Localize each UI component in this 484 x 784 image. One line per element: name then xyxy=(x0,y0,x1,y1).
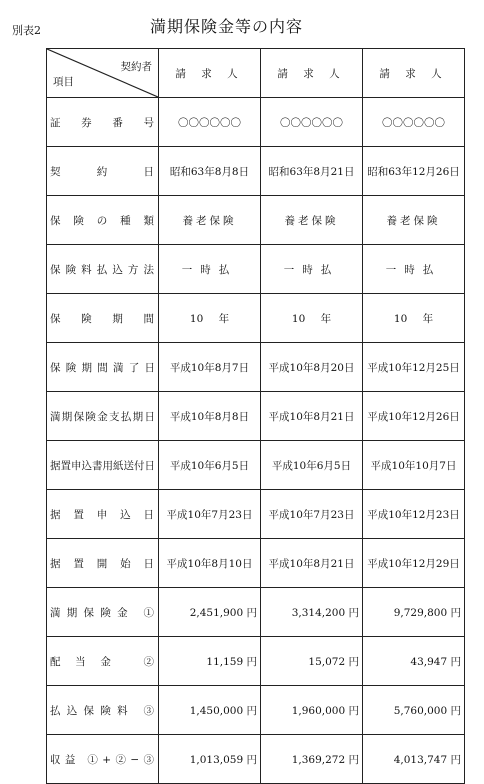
table-row xyxy=(47,147,465,196)
table-cell: 平成10年12月26日 xyxy=(363,392,465,441)
table-row xyxy=(47,735,465,784)
insurance-table xyxy=(46,48,465,784)
table-cell: 平成10年6月5日 xyxy=(261,441,363,490)
table-row xyxy=(47,637,465,686)
table-row xyxy=(47,196,465,245)
table-cell: 4,013,747 円 xyxy=(363,735,465,784)
claimant-header: 請 求 人 xyxy=(159,49,261,98)
row-label: 満期保険金 ① xyxy=(47,588,159,637)
table-cell: 平成10年6月5日 xyxy=(159,441,261,490)
page-label: 別表2 xyxy=(12,24,41,37)
row-label: 保険期間 xyxy=(47,294,159,343)
table-cell: 5,760,000 円 xyxy=(363,686,465,735)
table-cell: 平成10年10月7日 xyxy=(363,441,465,490)
table-row xyxy=(47,686,465,735)
table-cell: 平成10年7月23日 xyxy=(261,490,363,539)
table-cell: 〇〇〇〇〇〇 xyxy=(159,98,261,147)
table-cell: 昭和63年8月21日 xyxy=(261,147,363,196)
table-cell: 平成10年12月23日 xyxy=(363,490,465,539)
table-row xyxy=(47,588,465,637)
table-cell: 平成10年8月20日 xyxy=(261,343,363,392)
table-cell: 養老保険 xyxy=(261,196,363,245)
table-cell: 1,369,272 円 xyxy=(261,735,363,784)
table-cell: 一時払 xyxy=(261,245,363,294)
table-cell: 10 年 xyxy=(363,294,465,343)
table-cell: 〇〇〇〇〇〇 xyxy=(261,98,363,147)
row-label: 払込保険料 ③ xyxy=(47,686,159,735)
table-header-row xyxy=(47,49,465,98)
table-cell: 15,072 円 xyxy=(261,637,363,686)
table-cell: 〇〇〇〇〇〇 xyxy=(363,98,465,147)
table-cell: 平成10年8月21日 xyxy=(261,392,363,441)
table-cell: 1,960,000 円 xyxy=(261,686,363,735)
table-row xyxy=(47,294,465,343)
table-row xyxy=(47,98,465,147)
table-row xyxy=(47,392,465,441)
table-row xyxy=(47,245,465,294)
table-row xyxy=(47,539,465,588)
table-cell: 平成10年7月23日 xyxy=(159,490,261,539)
table-cell: 10 年 xyxy=(159,294,261,343)
table-row xyxy=(47,441,465,490)
table-cell: 10 年 xyxy=(261,294,363,343)
header-contractor-label: 契約者 xyxy=(120,61,152,73)
header-item-label: 項目 xyxy=(53,76,74,88)
row-label: 保険の種類 xyxy=(47,196,159,245)
table-cell: 1,450,000 円 xyxy=(159,686,261,735)
table-cell: 養老保険 xyxy=(363,196,465,245)
row-label: 配当金 ② xyxy=(47,637,159,686)
table-cell: 11,159 円 xyxy=(159,637,261,686)
table-cell: 一時払 xyxy=(159,245,261,294)
row-label: 契約日 xyxy=(47,147,159,196)
table-cell: 平成10年12月29日 xyxy=(363,539,465,588)
table-cell: 平成10年8月7日 xyxy=(159,343,261,392)
table-cell: 一時払 xyxy=(363,245,465,294)
row-label: 証券番号 xyxy=(47,98,159,147)
table-cell: 9,729,800 円 xyxy=(363,588,465,637)
document-title: 満期保険金等の内容 xyxy=(150,17,304,36)
table-cell: 平成10年12月25日 xyxy=(363,343,465,392)
row-label: 収益 ①+②−③ xyxy=(47,735,159,784)
claimant-header: 請 求 人 xyxy=(261,49,363,98)
row-label: 満期保険金支払期日 xyxy=(47,392,159,441)
table-cell: 平成10年8月21日 xyxy=(261,539,363,588)
table-cell: 2,451,900 円 xyxy=(159,588,261,637)
table-row xyxy=(47,490,465,539)
row-label: 据置申込書用紙送付日 xyxy=(47,441,159,490)
row-label: 保険期間満了日 xyxy=(47,343,159,392)
row-label: 据置開始日 xyxy=(47,539,159,588)
table-cell: 昭和63年8月8日 xyxy=(159,147,261,196)
table-cell: 養老保険 xyxy=(159,196,261,245)
claimant-header: 請 求 人 xyxy=(363,49,465,98)
table-cell: 平成10年8月10日 xyxy=(159,539,261,588)
table-row xyxy=(47,343,465,392)
table-cell: 昭和63年12月26日 xyxy=(363,147,465,196)
table-cell: 3,314,200 円 xyxy=(261,588,363,637)
table-cell: 43,947 円 xyxy=(363,637,465,686)
header-diagonal-cell xyxy=(47,49,159,98)
row-label: 保険料払込方法 xyxy=(47,245,159,294)
table-cell: 平成10年8月8日 xyxy=(159,392,261,441)
table-cell: 1,013,059 円 xyxy=(159,735,261,784)
row-label: 据置申込日 xyxy=(47,490,159,539)
